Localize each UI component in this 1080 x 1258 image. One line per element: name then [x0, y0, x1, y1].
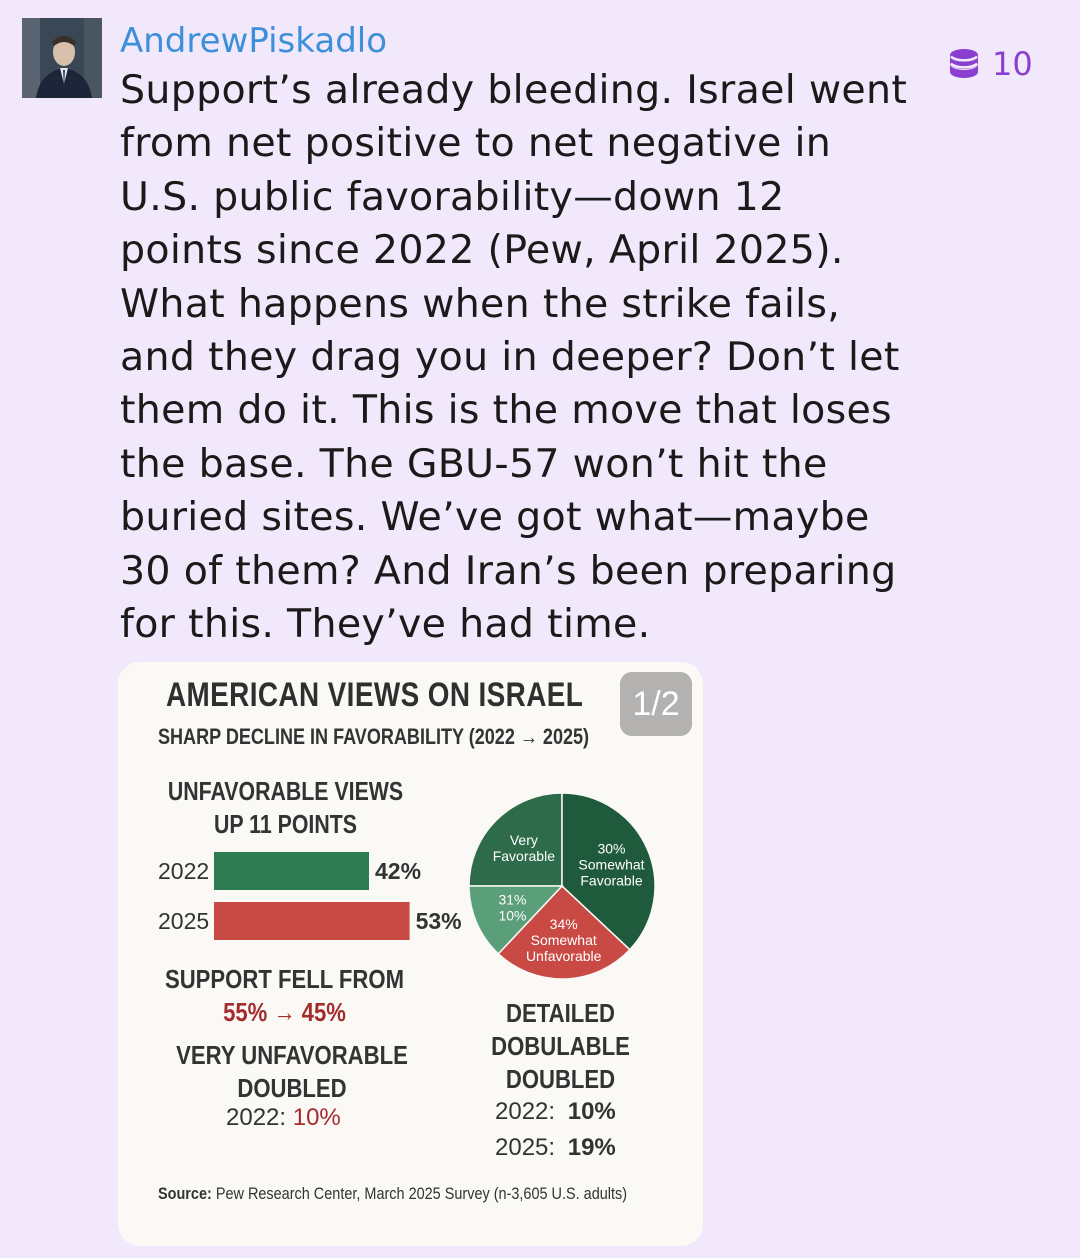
pie-slice-label: 10% — [498, 907, 527, 924]
bar-value-label: 42% — [375, 858, 422, 884]
coin-balance[interactable] — [946, 44, 1033, 84]
very-unfavorable-2022 — [226, 1104, 341, 1132]
coin-count: 10 — [992, 45, 1033, 83]
user-avatar[interactable] — [22, 18, 102, 98]
detailed-row1-label: 2022: — [495, 1098, 556, 1125]
bar-heading-line2: UP 11 POINTS — [214, 809, 357, 839]
pie-slice-label: 31% — [498, 891, 527, 908]
detailed-line1: DETAILED — [506, 998, 615, 1028]
pie-slice-label: 30% — [597, 840, 626, 857]
pie-slice-label: Somewhat — [578, 856, 645, 873]
detailed-row-2022 — [495, 1098, 616, 1126]
support-fell-value: 55% → 45% — [223, 997, 346, 1027]
post-body-text: Support’s already bleeding. Israel went from net positive to net negative in U.S. public favorability—down 12 points since 2022 (Pew, April 2025). What happens when the strike fails, and they drag you in deeper? Don’t let them do it. This is the move that loses the base. The GBU-57 won’t hit the buried sites. We’ve got what—maybe 30 of them? And Iran’s been preparing for this. They’ve had time. — [120, 67, 908, 648]
detailed-line2: DOBULABLE — [491, 1031, 630, 1061]
detailed-row-2025 — [495, 1134, 616, 1162]
bar-value-label: 53% — [415, 908, 462, 934]
pie-slice-label: Unfavorable — [525, 947, 602, 964]
coin-stack-icon — [946, 46, 982, 82]
very-unfavorable-year: 2022: — [226, 1104, 287, 1131]
very-unfavorable-value: 10% — [292, 1104, 341, 1131]
bar-category-label: 2022 — [158, 858, 210, 884]
post-image[interactable] — [118, 662, 703, 1246]
very-unfavorable-doubled: DOUBLED — [237, 1073, 347, 1103]
support-fell-block — [155, 964, 414, 1028]
bar-section-heading — [148, 776, 423, 840]
bar-2022 — [214, 852, 369, 890]
pie-slice-label: Favorable — [580, 872, 643, 889]
detailed-line3: DOUBLED — [505, 1064, 616, 1094]
image-page-counter[interactable]: 1/2 — [620, 672, 692, 736]
detailed-row2-value: 19% — [567, 1134, 616, 1161]
image-source — [158, 1184, 627, 1204]
pie-slice-label: Somewhat — [530, 931, 597, 948]
bar-category-label: 2025 — [158, 908, 210, 934]
detailed-row1-value: 10% — [567, 1098, 616, 1125]
unfavorable-bar-chart — [118, 842, 462, 954]
bar-2025 — [214, 902, 410, 940]
pie-slice-label: 34% — [549, 915, 578, 932]
support-fell-label: SUPPORT FELL FROM — [164, 964, 405, 994]
pie-slice-label: Favorable — [492, 847, 555, 864]
very-unfavorable-label: VERY UNFAVORABLE — [176, 1040, 408, 1070]
pie-slice-label: Very — [509, 831, 538, 848]
very-unfavorable-block — [159, 1040, 424, 1104]
image-title: AMERICAN VIEWS ON ISRAEL — [166, 676, 584, 714]
source-text: Pew Research Center, March 2025 Survey (n-3,605 U.S. adults) — [215, 1184, 628, 1203]
image-subtitle: SHARP DECLINE IN FAVORABILITY (2022 → 2025) — [158, 724, 590, 749]
post-username[interactable]: AndrewPiskadlo — [120, 21, 388, 61]
favorability-pie-chart — [462, 786, 662, 986]
source-label: Source: — [158, 1184, 212, 1203]
bar-heading-line1: UNFAVORABLE VIEWS — [167, 776, 404, 806]
detailed-row2-label: 2025: — [495, 1134, 556, 1161]
detailed-block — [490, 998, 630, 1095]
